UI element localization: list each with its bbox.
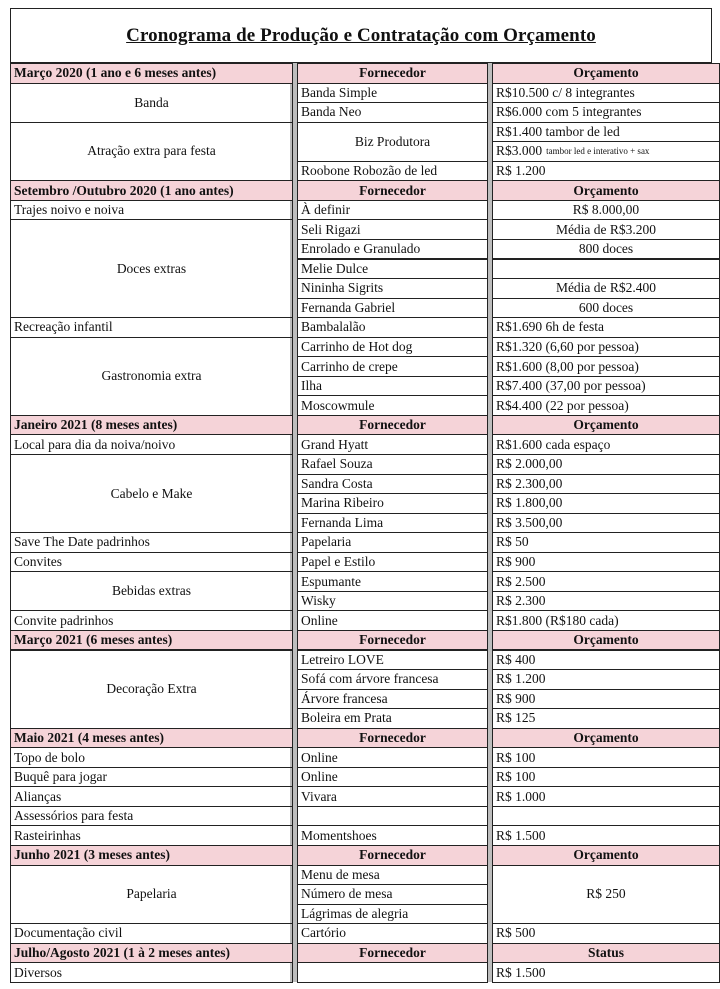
section-header-period: Junho 2021 (3 meses antes): [10, 845, 293, 866]
section-header-period: Janeiro 2021 (8 meses antes): [10, 415, 293, 436]
item-label: Rasteirinhas: [10, 825, 293, 846]
supplier-cell: Momentshoes: [297, 825, 488, 846]
item-label: Cabelo e Make: [10, 454, 293, 533]
supplier-cell: Papelaria: [297, 532, 488, 553]
budget-cell: R$ 100: [492, 767, 720, 788]
item-label: Atração extra para festa: [10, 122, 293, 182]
budget-cell: R$1.400 tambor de led: [492, 122, 720, 143]
budget-cell: R$4.400 (22 por pessoa): [492, 395, 720, 416]
item-label: Documentação civil: [10, 923, 293, 944]
item-label: Gastronomia extra: [10, 337, 293, 416]
supplier-cell: Carrinho de crepe: [297, 356, 488, 377]
section-header-supplier: Fornecedor: [297, 728, 488, 749]
item-label: Save The Date padrinhos: [10, 532, 293, 553]
budget-cell: R$ 250: [492, 865, 720, 925]
budget-cell: R$1.600 cada espaço: [492, 434, 720, 455]
supplier-cell: Banda Simple: [297, 83, 488, 104]
budget-cell: R$ 3.500,00: [492, 513, 720, 534]
supplier-cell: À definir: [297, 200, 488, 221]
supplier-cell: Biz Produtora: [297, 122, 488, 162]
budget-note: tambor led e interativo + sax: [546, 146, 650, 157]
section-header-supplier: Fornecedor: [297, 845, 488, 866]
supplier-cell: Lágrimas de alegria: [297, 904, 488, 925]
budget-cell: R$1.800 (R$180 cada): [492, 610, 720, 631]
item-label: Topo de bolo: [10, 747, 293, 768]
section-header-budget: Orçamento: [492, 630, 720, 651]
section-header-supplier: Fornecedor: [297, 630, 488, 651]
section-header-period: Maio 2021 (4 meses antes): [10, 728, 293, 749]
section-header-period: Julho/Agosto 2021 (1 à 2 meses antes): [10, 943, 293, 964]
supplier-cell: Roobone Robozão de led: [297, 161, 488, 182]
item-label: Alianças: [10, 786, 293, 807]
budget-cell: R$6.000 com 5 integrantes: [492, 102, 720, 123]
budget-cell: [492, 259, 720, 280]
supplier-cell: Grand Hyatt: [297, 434, 488, 455]
page-title: Cronograma de Produção e Contratação com Orçamento: [126, 24, 596, 46]
supplier-cell: Menu de mesa: [297, 865, 488, 886]
supplier-cell: [297, 962, 488, 983]
supplier-cell: Melie Dulce: [297, 259, 488, 280]
supplier-cell: Letreiro LOVE: [297, 650, 488, 671]
supplier-cell: Fernanda Lima: [297, 513, 488, 534]
section-header-budget: Orçamento: [492, 63, 720, 84]
budget-cell: R$ 400: [492, 650, 720, 671]
budget-cell: [492, 141, 720, 162]
section-header-period: Setembro /Outubro 2020 (1 ano antes): [10, 180, 293, 201]
budget-cell: R$ 2.500: [492, 571, 720, 592]
budget-cell: R$ 1.200: [492, 161, 720, 182]
section-header-budget: Orçamento: [492, 845, 720, 866]
supplier-cell: Cartório: [297, 923, 488, 944]
budget-cell: R$7.400 (37,00 por pessoa): [492, 376, 720, 397]
item-label: Banda: [10, 83, 293, 123]
supplier-cell: Online: [297, 747, 488, 768]
budget-cell: R$ 1.800,00: [492, 493, 720, 514]
budget-cell: R$ 50: [492, 532, 720, 553]
section-header-period: Março 2020 (1 ano e 6 meses antes): [10, 63, 293, 84]
budget-cell: R$ 1.500: [492, 962, 720, 983]
supplier-cell: Moscowmule: [297, 395, 488, 416]
budget-cell: R$ 1.000: [492, 786, 720, 807]
supplier-cell: Banda Neo: [297, 102, 488, 123]
budget-cell: R$ 900: [492, 552, 720, 573]
item-label: Bebidas extras: [10, 571, 293, 611]
item-label: Doces extras: [10, 219, 293, 318]
item-label: Local para dia da noiva/noivo: [10, 434, 293, 455]
item-label: Trajes noivo e noiva: [10, 200, 293, 221]
supplier-cell: [297, 806, 488, 827]
budget-cell: R$ 900: [492, 689, 720, 710]
section-header-period: Março 2021 (6 meses antes): [10, 630, 293, 651]
item-label: Papelaria: [10, 865, 293, 925]
budget-cell: [492, 806, 720, 827]
supplier-cell: Nininha Sigrits: [297, 278, 488, 299]
supplier-cell: Bambalalão: [297, 317, 488, 338]
budget-cell: R$ 2.300,00: [492, 474, 720, 495]
budget-amount: R$3.000: [496, 143, 543, 159]
supplier-cell: Ilha: [297, 376, 488, 397]
supplier-cell: Sofá com árvore francesa: [297, 669, 488, 690]
section-header-budget: Orçamento: [492, 728, 720, 749]
budget-cell: R$10.500 c/ 8 integrantes: [492, 83, 720, 104]
section-header-supplier: Fornecedor: [297, 180, 488, 201]
supplier-cell: Vivara: [297, 786, 488, 807]
budget-cell: 600 doces: [492, 298, 720, 319]
supplier-cell: Seli Rigazi: [297, 219, 488, 240]
supplier-cell: Online: [297, 767, 488, 788]
budget-cell: Média de R$3.200: [492, 219, 720, 240]
supplier-cell: Online: [297, 610, 488, 631]
budget-cell: Média de R$2.400: [492, 278, 720, 299]
section-header-supplier: Fornecedor: [297, 63, 488, 84]
budget-cell: R$ 1.500: [492, 825, 720, 846]
budget-cell: R$ 2.300: [492, 591, 720, 612]
budget-cell: R$ 100: [492, 747, 720, 768]
item-label: Decoração Extra: [10, 650, 293, 729]
supplier-cell: Árvore francesa: [297, 689, 488, 710]
supplier-cell: Número de mesa: [297, 884, 488, 905]
budget-cell: R$1.320 (6,60 por pessoa): [492, 337, 720, 358]
item-label: Assessórios para festa: [10, 806, 293, 827]
supplier-cell: Espumante: [297, 571, 488, 592]
budget-cell: R$ 125: [492, 708, 720, 729]
section-header-supplier: Fornecedor: [297, 415, 488, 436]
supplier-cell: Marina Ribeiro: [297, 493, 488, 514]
budget-cell: R$1.600 (8,00 por pessoa): [492, 356, 720, 377]
supplier-cell: Boleira em Prata: [297, 708, 488, 729]
supplier-cell: Wisky: [297, 591, 488, 612]
section-header-budget: Orçamento: [492, 180, 720, 201]
item-label: Buquê para jogar: [10, 767, 293, 788]
item-label: Convites: [10, 552, 293, 573]
supplier-cell: Carrinho de Hot dog: [297, 337, 488, 358]
budget-cell: R$ 500: [492, 923, 720, 944]
budget-cell: R$ 1.200: [492, 669, 720, 690]
item-label: Diversos: [10, 962, 293, 983]
supplier-cell: Enrolado e Granulado: [297, 239, 488, 260]
section-header-budget: Status: [492, 943, 720, 964]
supplier-cell: Sandra Costa: [297, 474, 488, 495]
item-label: Convite padrinhos: [10, 610, 293, 631]
budget-cell: R$1.690 6h de festa: [492, 317, 720, 338]
supplier-cell: Papel e Estilo: [297, 552, 488, 573]
budget-cell: R$ 2.000,00: [492, 454, 720, 475]
item-label: Recreação infantil: [10, 317, 293, 338]
section-header-budget: Orçamento: [492, 415, 720, 436]
supplier-cell: Rafael Souza: [297, 454, 488, 475]
supplier-cell: Fernanda Gabriel: [297, 298, 488, 319]
section-header-supplier: Fornecedor: [297, 943, 488, 964]
budget-cell: R$ 8.000,00: [492, 200, 720, 221]
budget-cell: 800 doces: [492, 239, 720, 260]
